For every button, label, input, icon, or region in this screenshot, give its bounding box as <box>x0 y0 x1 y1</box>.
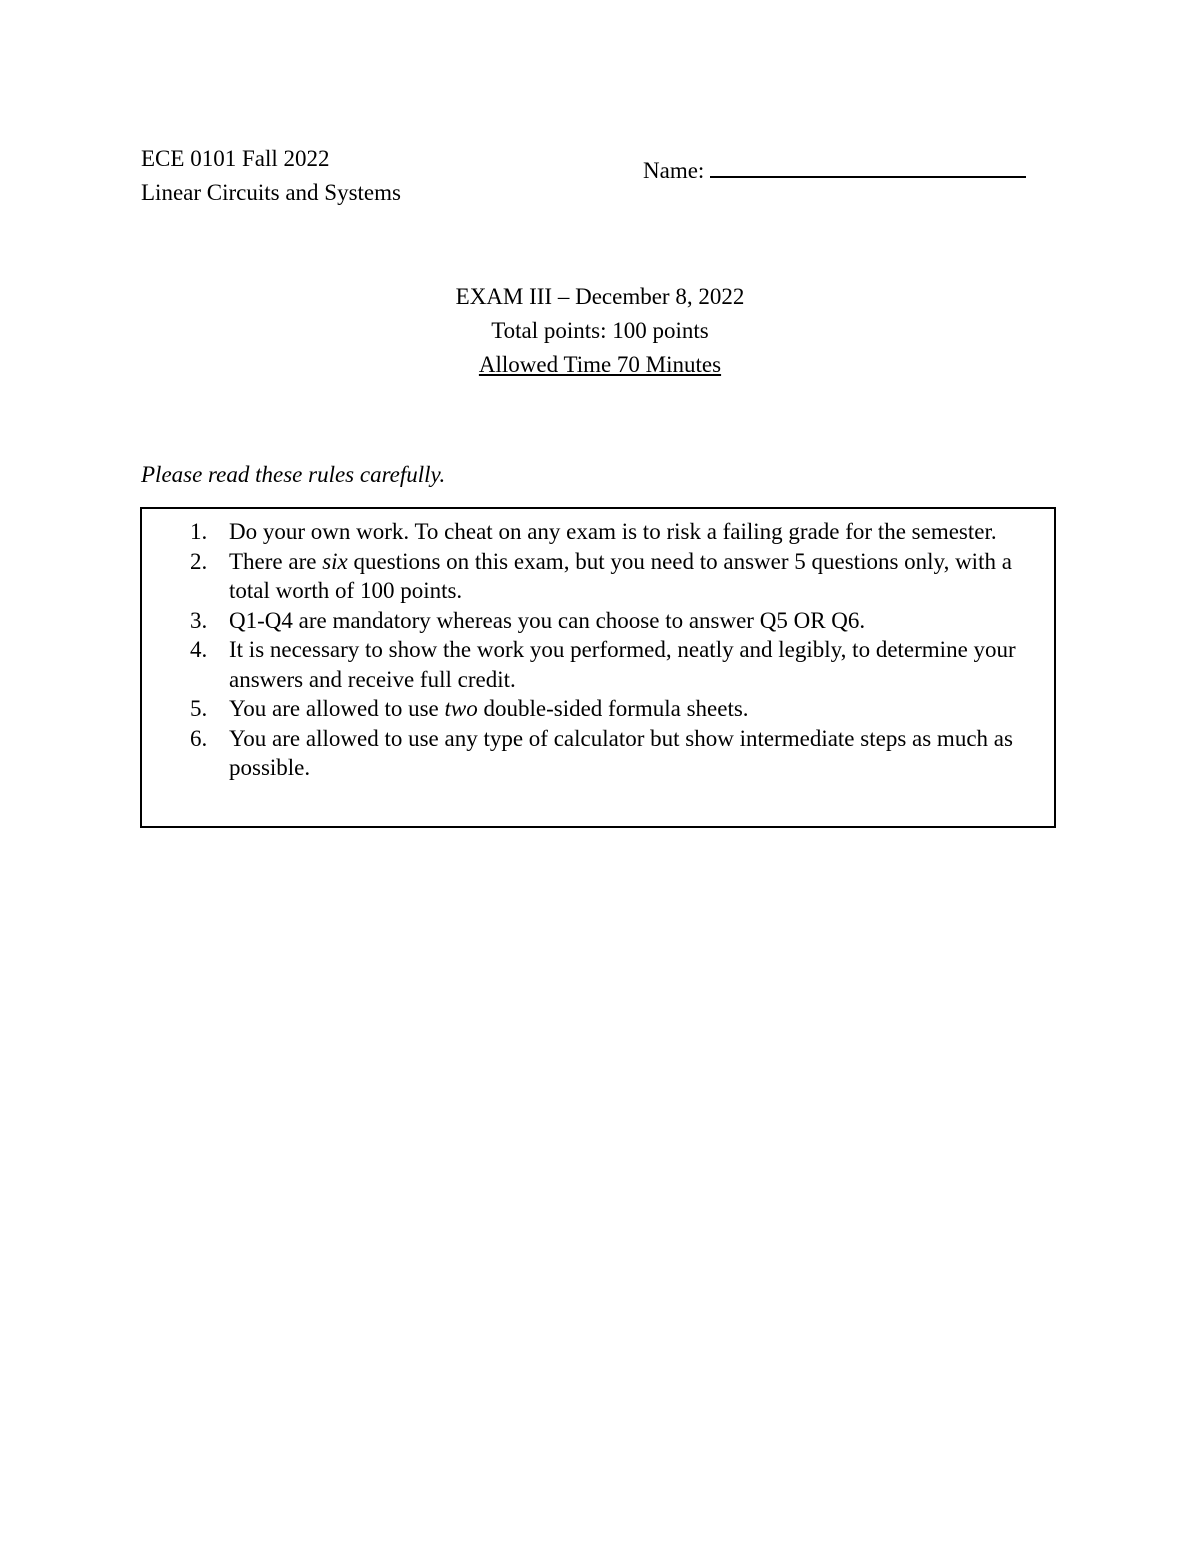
rule-number: 2. <box>190 548 208 574</box>
rule-item <box>142 694 1054 724</box>
rule-number: 6. <box>190 725 208 751</box>
rule-text: There are six questions on this exam, but you need to answer 5 questions only, with a total worth of 100 points. <box>229 548 1012 603</box>
rule-item <box>142 547 1054 606</box>
rule-text: Q1-Q4 are mandatory whereas you can choose to answer Q5 OR Q6. <box>229 607 866 633</box>
rule-text: It is necessary to show the work you performed, neatly and legibly, to determine your answers and receive full credit. <box>229 637 1016 692</box>
rule-text: You are allowed to use two double-sided formula sheets. <box>229 696 749 721</box>
exam-total-points: Total points: 100 points <box>491 318 709 343</box>
course-header <box>141 142 401 210</box>
course-title: Linear Circuits and Systems <box>141 180 401 205</box>
rule-number: 1. <box>190 519 208 544</box>
rules-intro: Please read these rules carefully. <box>141 462 446 487</box>
rule-item <box>142 606 1054 636</box>
rule-item <box>142 635 1054 694</box>
exam-allowed-time: Allowed Time 70 Minutes <box>478 352 722 377</box>
name-label: Name: <box>643 158 705 183</box>
name-field <box>643 150 1026 184</box>
rule-number: 3. <box>190 607 208 633</box>
rule-text: Do your own work. To cheat on any exam is to risk a failing grade for the semester. <box>229 519 997 544</box>
rule-text: You are allowed to use any type of calculator but show intermediate steps as much as possible. <box>229 725 1013 780</box>
course-code: ECE 0101 Fall 2022 <box>141 146 330 171</box>
rules-list <box>142 517 1054 783</box>
name-blank-line <box>710 150 1026 178</box>
rules-box <box>140 507 1056 828</box>
rule-item <box>142 517 1054 547</box>
exam-title: EXAM III – December 8, 2022 <box>455 284 745 309</box>
rule-number: 5. <box>190 696 208 721</box>
exam-info <box>0 280 1200 382</box>
rule-number: 4. <box>190 637 208 662</box>
rule-item <box>142 724 1054 783</box>
